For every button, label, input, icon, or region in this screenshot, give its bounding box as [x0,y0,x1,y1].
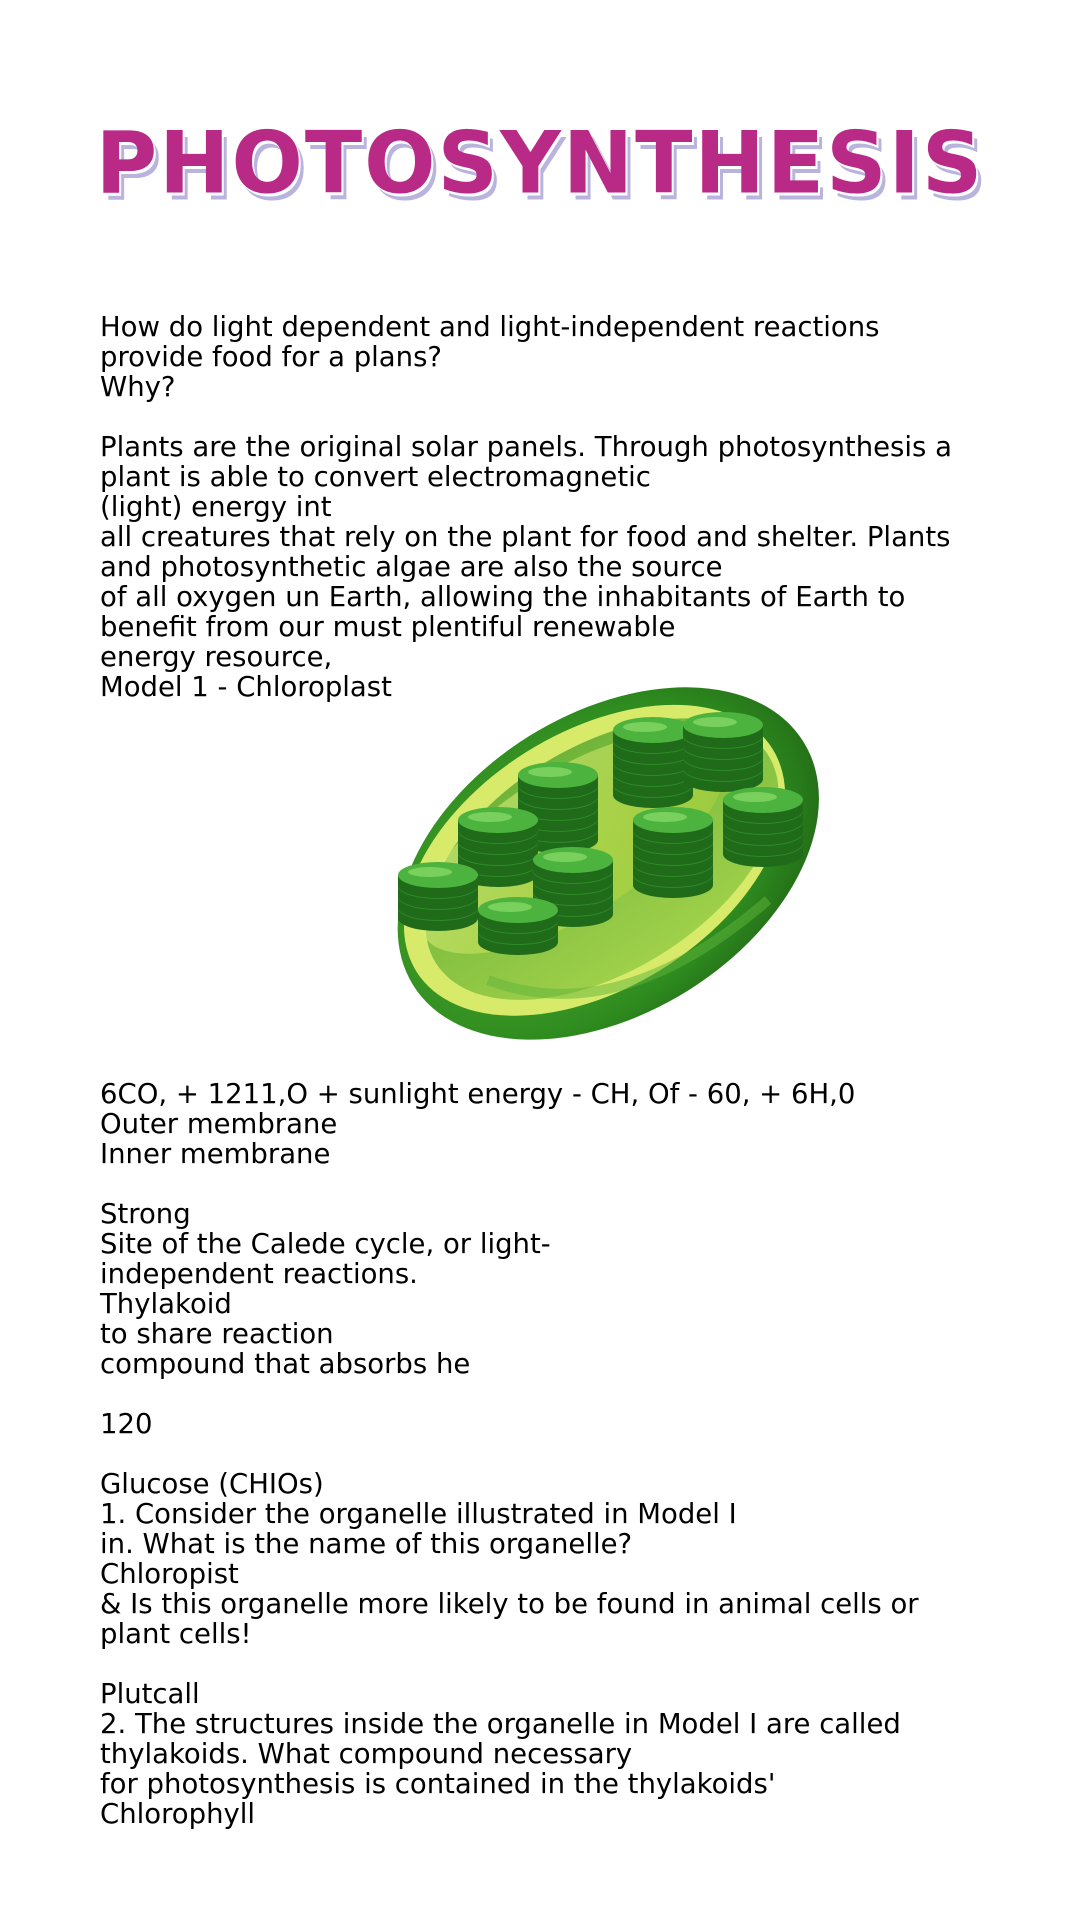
text-line: plant cells! [100,1618,252,1650]
text-line: and photosynthetic algae are also the source [100,551,723,583]
text-line: Thylakoid [100,1288,232,1320]
chloroplast-illustration [368,650,838,1060]
intro-text-block [100,312,1000,702]
text-line: of all oxygen un Earth, allowing the inhabitants of Earth to [100,581,906,613]
text-line: Site of the Calede cycle, or light- [100,1228,551,1260]
granum-stack [633,807,713,898]
text-line: Outer membrane [100,1108,338,1140]
text-line: Plants are the original solar panels. Through photosynthesis a [100,431,952,463]
text-line: Chlorophyll [100,1798,256,1830]
granum-stack [613,717,693,808]
text-line: Inner membrane [100,1138,331,1170]
page-title: PHOTOSYNTHESIS [95,113,985,213]
text-line: (light) energy int [100,491,332,523]
text-line: 2. The structures inside the organelle in Model I are called [100,1708,901,1740]
text-line: 6CO, + 1211,O + sunlight energy - CH, Of - 60, + 6H,0 [100,1078,856,1110]
text-line: How do light dependent and light-independent reactions [100,311,880,343]
text-line: all creatures that rely on the plant for food and shelter. Plants [100,521,951,553]
text-line: provide food for a plans? [100,341,442,373]
text-line: Strong [100,1198,191,1230]
text-line [100,1169,1000,1199]
text-line: 120 [100,1408,153,1440]
body-text-block [100,1079,1000,1829]
granum-stack [723,787,803,867]
granum-stack [478,897,558,955]
text-line: Plutcall [100,1678,200,1710]
text-line [100,1439,1000,1469]
text-line: Glucose (CHIOs) [100,1468,324,1500]
text-line: compound that absorbs he [100,1348,471,1380]
text-line: in. What is the name of this organelle? [100,1528,633,1560]
text-line: energy resource, [100,641,333,673]
text-line [100,402,1000,432]
text-line: Why? [100,371,176,403]
granum-stack [398,862,478,931]
text-line [100,1649,1000,1679]
text-line: & Is this organelle more likely to be found in animal cells or [100,1588,919,1620]
title-banner [0,108,1080,218]
text-line: plant is able to convert electromagnetic [100,461,651,493]
text-line: Chloropist [100,1558,239,1590]
text-line [100,1379,1000,1409]
chloroplast-icon [368,650,838,1060]
text-line: benefit from our must plentiful renewable [100,611,676,643]
text-line: independent reactions. [100,1258,418,1290]
text-line: to share reaction [100,1318,334,1350]
text-line: for photosynthesis is contained in the thylakoids' [100,1768,776,1800]
text-line: 1. Consider the organelle illustrated in Model I [100,1498,737,1530]
granum-stack [683,712,763,792]
text-line: thylakoids. What compound necessary [100,1738,633,1770]
text-line: Model 1 - Chloroplast [100,671,392,703]
